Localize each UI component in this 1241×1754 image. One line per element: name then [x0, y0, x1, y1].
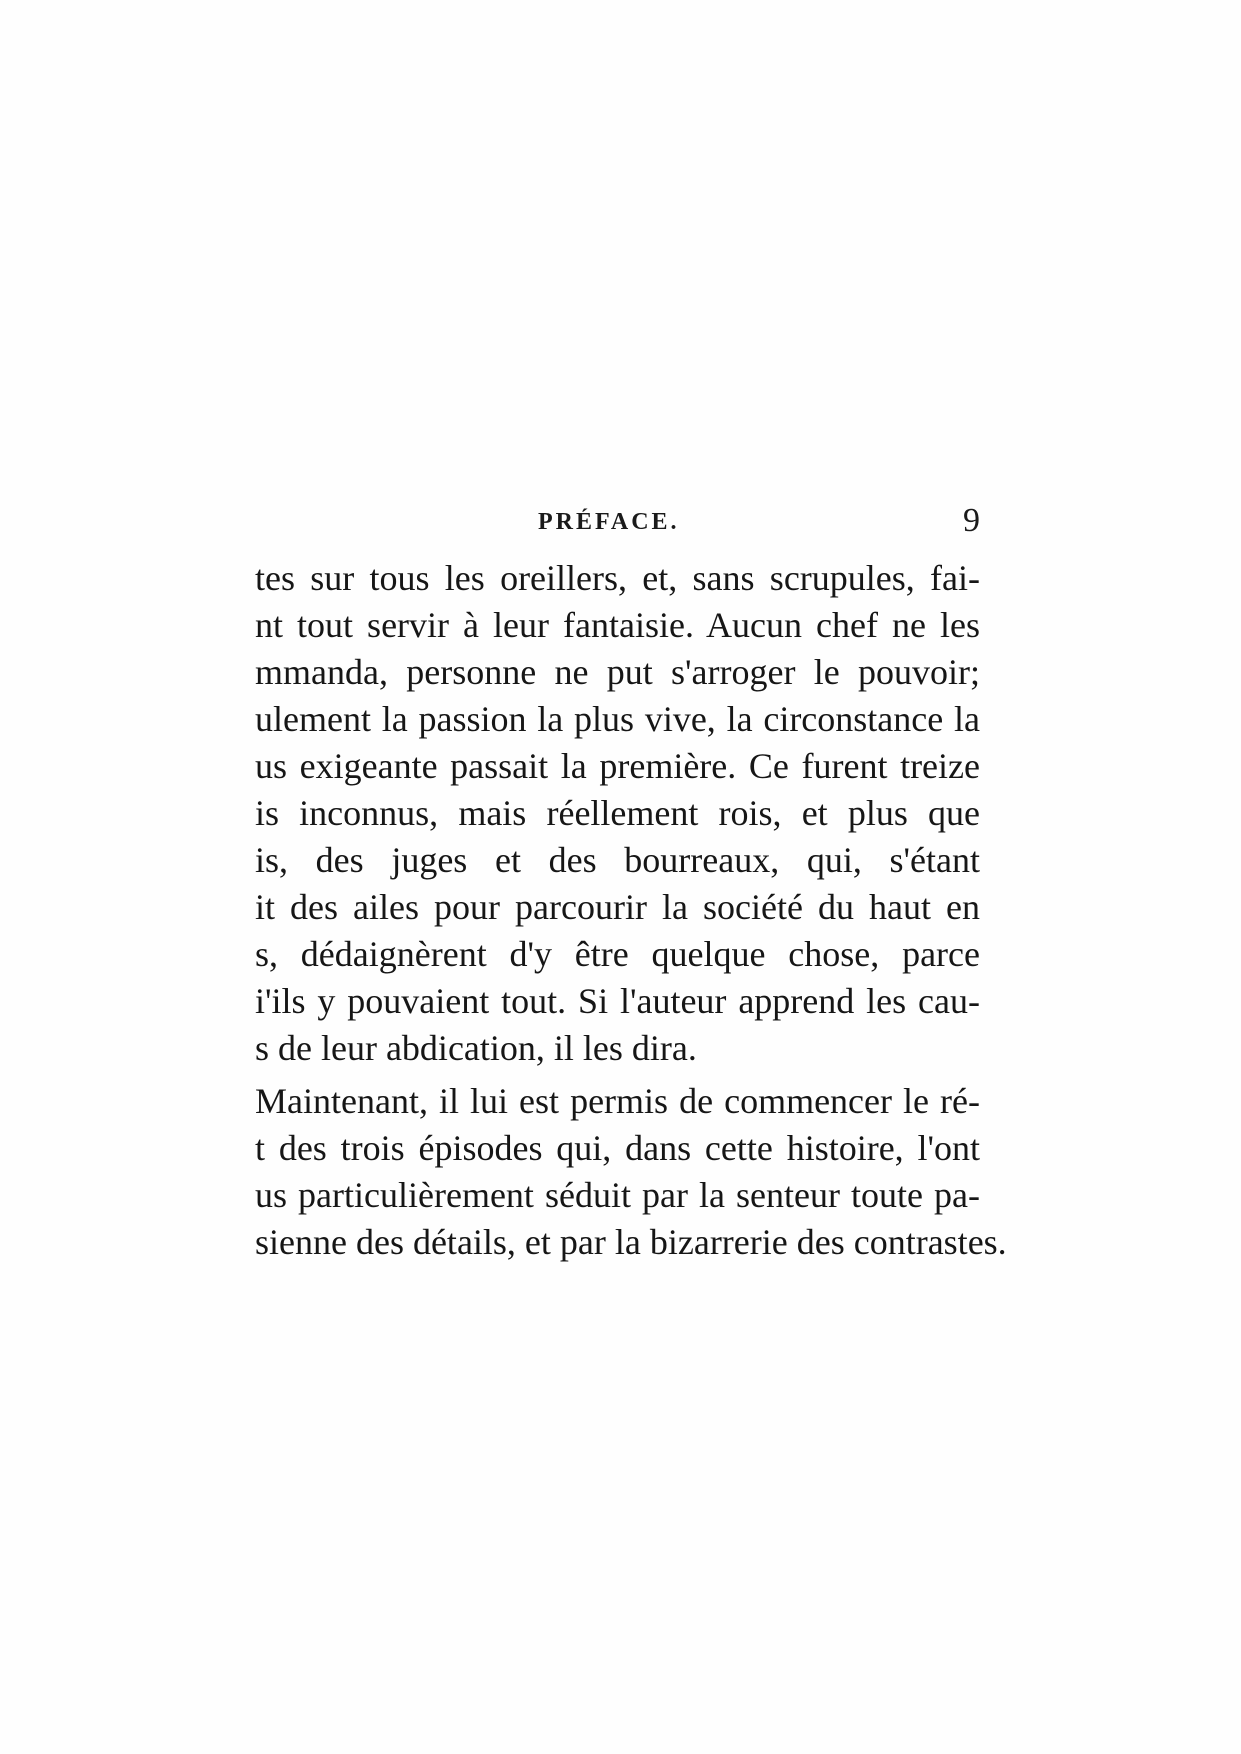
- body-text: [255, 555, 1007, 1266]
- text-line: Maintenant, il lui est permis de commencer le ré-: [255, 1081, 980, 1121]
- running-head: [255, 500, 980, 544]
- text-line: us exigeante passait la première. Ce furent treize: [255, 746, 980, 786]
- text-line: is, des juges et des bourreaux, qui, s'étant: [255, 840, 980, 880]
- text-line: mmanda, personne ne put s'arroger le pouvoir;: [255, 652, 980, 692]
- text-line: i'ils y pouvaient tout. Si l'auteur apprend les cau-: [255, 981, 980, 1021]
- running-title: PRÉFACE.: [538, 509, 680, 535]
- text-line: it des ailes pour parcourir la société du haut en: [255, 887, 980, 927]
- text-line: nt tout servir à leur fantaisie. Aucun chef ne les: [255, 605, 980, 645]
- text-line: is inconnus, mais réellement rois, et plus que: [255, 793, 980, 833]
- text-line: t des trois épisodes qui, dans cette histoire, l'ont: [255, 1128, 980, 1168]
- page-number: 9: [963, 502, 980, 539]
- text-line: tes sur tous les oreillers, et, sans scrupules, fai-: [255, 558, 980, 598]
- text-line: ulement la passion la plus vive, la circonstance la: [255, 699, 980, 739]
- text-line: s de leur abdication, il les dira.: [255, 1028, 697, 1068]
- text-line: s, dédaignèrent d'y être quelque chose, parce: [255, 934, 980, 974]
- text-line: us particulièrement séduit par la senteur toute pa-: [255, 1175, 980, 1215]
- text-line: sienne des détails, et par la bizarrerie des contrastes.: [255, 1222, 1007, 1262]
